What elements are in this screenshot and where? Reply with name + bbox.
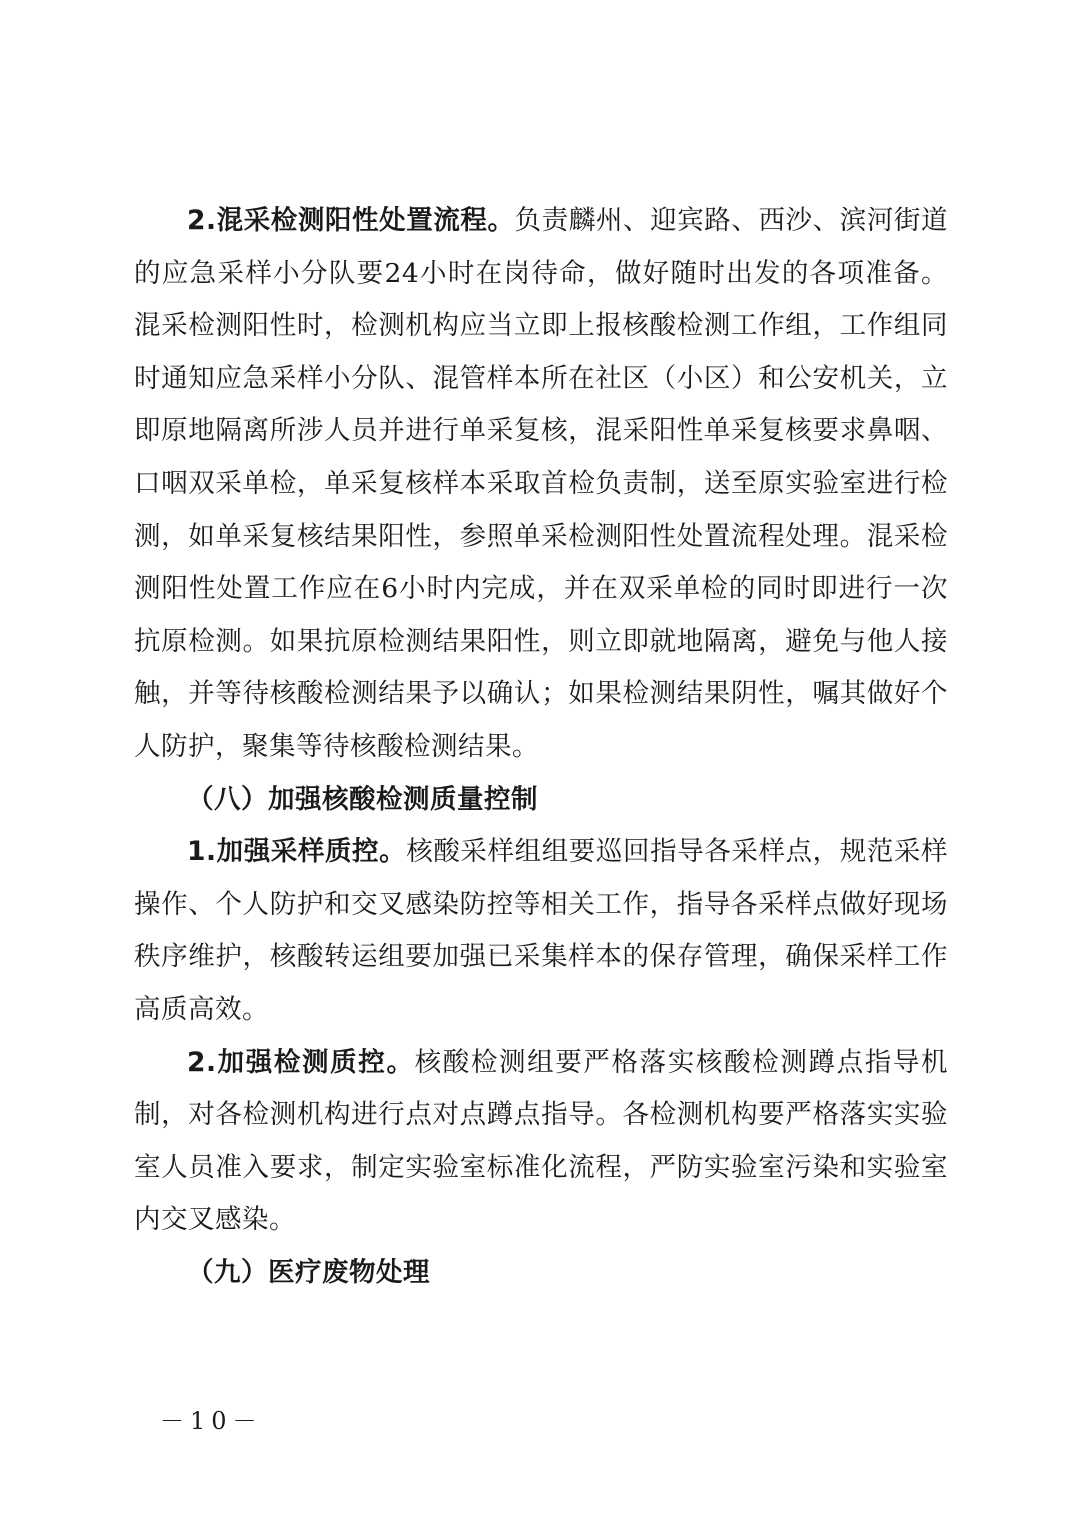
section-heading-9: （九）医疗废物处理 — [187, 1256, 430, 1288]
paragraph-sampling-qc — [134, 826, 948, 1036]
paragraph-lead: 2.加强检测质控。 — [187, 1046, 415, 1078]
paragraph-testing-qc — [134, 1037, 948, 1247]
paragraph-lead: 1.加强采样质控。 — [187, 836, 407, 868]
paragraph-mixed-sampling-positive — [134, 195, 948, 774]
paragraph-body: 核酸采样组组要巡回指导各采样点，规范采样操作、个人防护和交叉感染防控等相关工作，指导各采样点做好现场秩序维护，核酸转运组要加强已采集样本的保存管理，确保采样工作高质高效。 — [134, 836, 948, 1025]
paragraph-body: 负责麟州、迎宾路、西沙、滨河街道的应急采样小分队要24小时在岗待命，做好随时出发的各项准备。混采检测阳性时，检测机构应当立即上报核酸检测工作组，工作组同时通知应急采样小分队、混管样本所在社区（小区）和公安机关，立即原地隔离所涉人员并进行单采复核，混采阳性单采复核要求鼻咽、口咽双采单检，单采复核样本采取首检负责制，送至原实验室进行检测，如单采复核结果阳性，参照单采检测阳性处置流程处理。混采检测阳性处置工作应在6小时内完成，并在双采单检的同时即进行一次抗原检测。如果抗原检测结果阳性，则立即就地隔离，避免与他人接触，并等待核酸检测结果予以确认；如果检测结果阴性，嘱其做好个人防护，聚集等待核酸检测结果。 — [134, 205, 949, 762]
section-heading-8: （八）加强核酸检测质量控制 — [187, 783, 538, 815]
document-page — [134, 195, 948, 1299]
page-number: －10－ — [160, 1407, 263, 1435]
paragraph-lead: 2.混采检测阳性处置流程。 — [187, 205, 515, 236]
paragraph-body: 核酸检测组要严格落实核酸检测蹲点指导机制，对各检测机构进行点对点蹲点指导。各检测机构要严格落实实验室人员准入要求，制定实验室标准化流程，严防实验室污染和实验室内交叉感染。 — [134, 1046, 948, 1236]
